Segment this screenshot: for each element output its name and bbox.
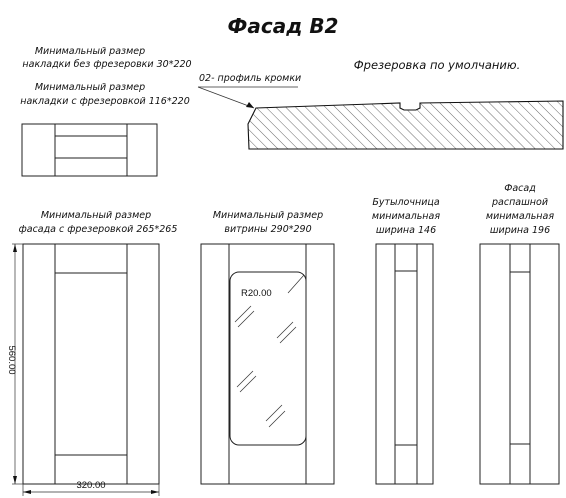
showcase-caption-line2: витрины 290*290 xyxy=(224,224,312,235)
facade-caption-line2: фасада с фрезеровкой 265*265 xyxy=(18,224,178,235)
bottle-rack-caption-line2: минимальная xyxy=(371,211,441,222)
radius-label: R20.00 xyxy=(241,288,272,299)
bottle-rack-caption-line1: Бутылочница xyxy=(372,197,440,208)
note-overlay-no-milling-line1: Минимальный размер xyxy=(34,46,146,57)
glass-reflections xyxy=(235,306,296,427)
overlay-sketch xyxy=(22,124,157,176)
bottle-rack-caption-line3: ширина 146 xyxy=(375,225,437,236)
hinged-caption-line2: распашной xyxy=(492,197,548,208)
hinged-facade-panel xyxy=(480,244,559,484)
edge-profile-label: 02- профиль кромки xyxy=(199,73,302,84)
showcase-caption-line1: Минимальный размер xyxy=(212,210,324,221)
height-dimension-label: 560.00 xyxy=(6,345,17,375)
bottle-rack-panel xyxy=(376,244,433,484)
edge-profile-leader-arrow xyxy=(198,87,254,108)
showcase-panel xyxy=(201,244,334,484)
facade-caption-line1: Минимальный размер xyxy=(40,210,152,221)
hinged-caption-line4: ширина 196 xyxy=(489,225,551,236)
note-overlay-milling-line2: накладки с фрезеровкой 116*220 xyxy=(20,96,190,107)
leader-arrowhead xyxy=(246,102,254,108)
note-overlay-no-milling-line2: накладки без фрезеровки 30*220 xyxy=(22,59,192,70)
note-overlay-milling-line1: Минимальный размер xyxy=(34,82,146,93)
default-milling-label: Фрезеровка по умолчанию. xyxy=(353,58,521,72)
hinged-caption-line1: Фасад xyxy=(504,183,536,194)
width-dimension-label: 320.00 xyxy=(76,480,106,491)
drawing-title: Фасад В2 xyxy=(227,14,339,38)
hinged-caption-line3: минимальная xyxy=(485,211,555,222)
edge-profile-section xyxy=(248,101,563,149)
facade-panel xyxy=(23,244,159,484)
